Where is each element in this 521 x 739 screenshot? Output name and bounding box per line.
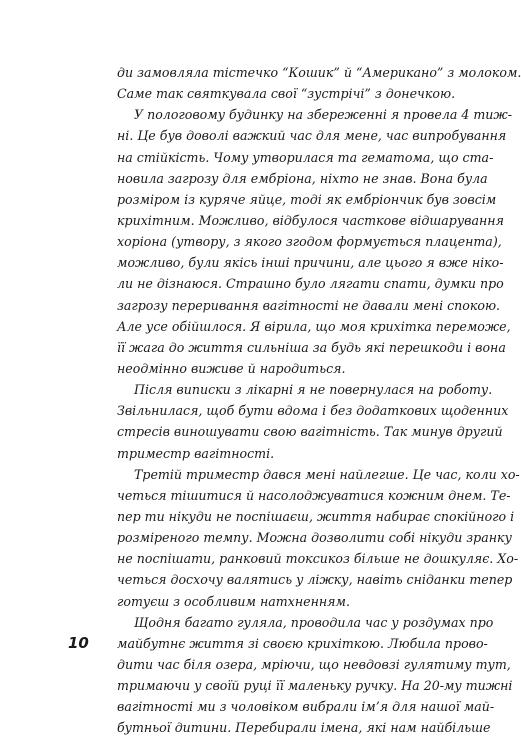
text-line: розміреного темпу. Можна дозволити собі нікуди зранку <box>117 530 512 546</box>
text-line: Щодня багато гуляла, проводила час у роздумах про <box>134 614 494 630</box>
text-line: новила загрозу для ембріона, ніхто не знав. Вона була <box>117 170 488 186</box>
text-line: загрозу переривання вагітності не давали мені спокою. <box>117 297 501 313</box>
body-text <box>117 62 521 739</box>
text-line: ли не дізнаюся. Страшно було лягати спати, думки про <box>117 276 504 292</box>
text-line: готуєш з особливим натхненням. <box>117 593 350 609</box>
text-line: триместр вагітності. <box>117 445 275 461</box>
text-line: не поспішати, ранковий токсикоз більше не дошкуляє. Хо- <box>117 551 519 567</box>
text-line: крихітним. Можливо, відбулося часткове відшарування <box>117 212 504 228</box>
text-line: Звільнилася, щоб бути вдома і без додаткових щоденних <box>117 403 509 419</box>
text-line: вагітності ми з чоловіком вибрали ім’я для нашої май- <box>117 699 495 715</box>
text-line: У пологовому будинку на збереженні я провела 4 тиж- <box>134 107 512 123</box>
text-line: пер ти нікуди не поспішаєш, життя набирає спокійного і <box>117 508 515 524</box>
text-line: Третій триместр дався мені найлегше. Це час, коли хо- <box>134 466 520 482</box>
text-line: на стійкість. Чому утворилася та гематома, що ста- <box>117 149 494 165</box>
text-line: ні. Це був доволі важкий час для мене, час випробування <box>117 128 507 144</box>
text-line: неодмінно виживе й народиться. <box>117 360 346 376</box>
text-line: бутньої дитини. Перебирали імена, які нам найбільше <box>117 720 491 736</box>
text-line: майбутнє життя зі своєю крихіткою. Любила прово- <box>117 635 488 651</box>
text-line: стресів виношувати свою вагітність. Так минув другий <box>117 424 503 440</box>
text-line: хоріона (утвору, з якого згодом формується плацента), <box>117 234 502 250</box>
text-line: можливо, були якісь інші причини, але цього я вже ніко- <box>117 255 504 271</box>
text-line: четься досхочу валятись у ліжку, навіть сніданки тепер <box>117 572 513 588</box>
text-line: дити час біля озера, мріючи, що невдовзі гулятиму тут, <box>117 656 511 672</box>
text-line: Саме так святкувала свої “зустрічі” з донечкою. <box>117 86 456 102</box>
text-line: Після виписки з лікарні я не повернулася на роботу. <box>134 382 493 398</box>
text-line: четься тішитися й насолоджуватися кожним днем. Те- <box>117 487 511 503</box>
text-line: тримаючи у своїй руці її маленьку ручку. На 20-му тижні <box>117 678 513 694</box>
text-line: Але усе обійшлося. Я вірила, що моя крихітка переможе, <box>117 318 511 334</box>
text-line: розміром із куряче яйце, тоді як ембріончик був зовсім <box>117 191 497 207</box>
page-number: 10 <box>68 634 89 652</box>
text-line: ди замовляла тістечко “Кошик” й “Американо” з молоком. <box>117 65 521 80</box>
text-line: її жага до життя сильніша за будь які перешкоди і вона <box>117 339 506 355</box>
